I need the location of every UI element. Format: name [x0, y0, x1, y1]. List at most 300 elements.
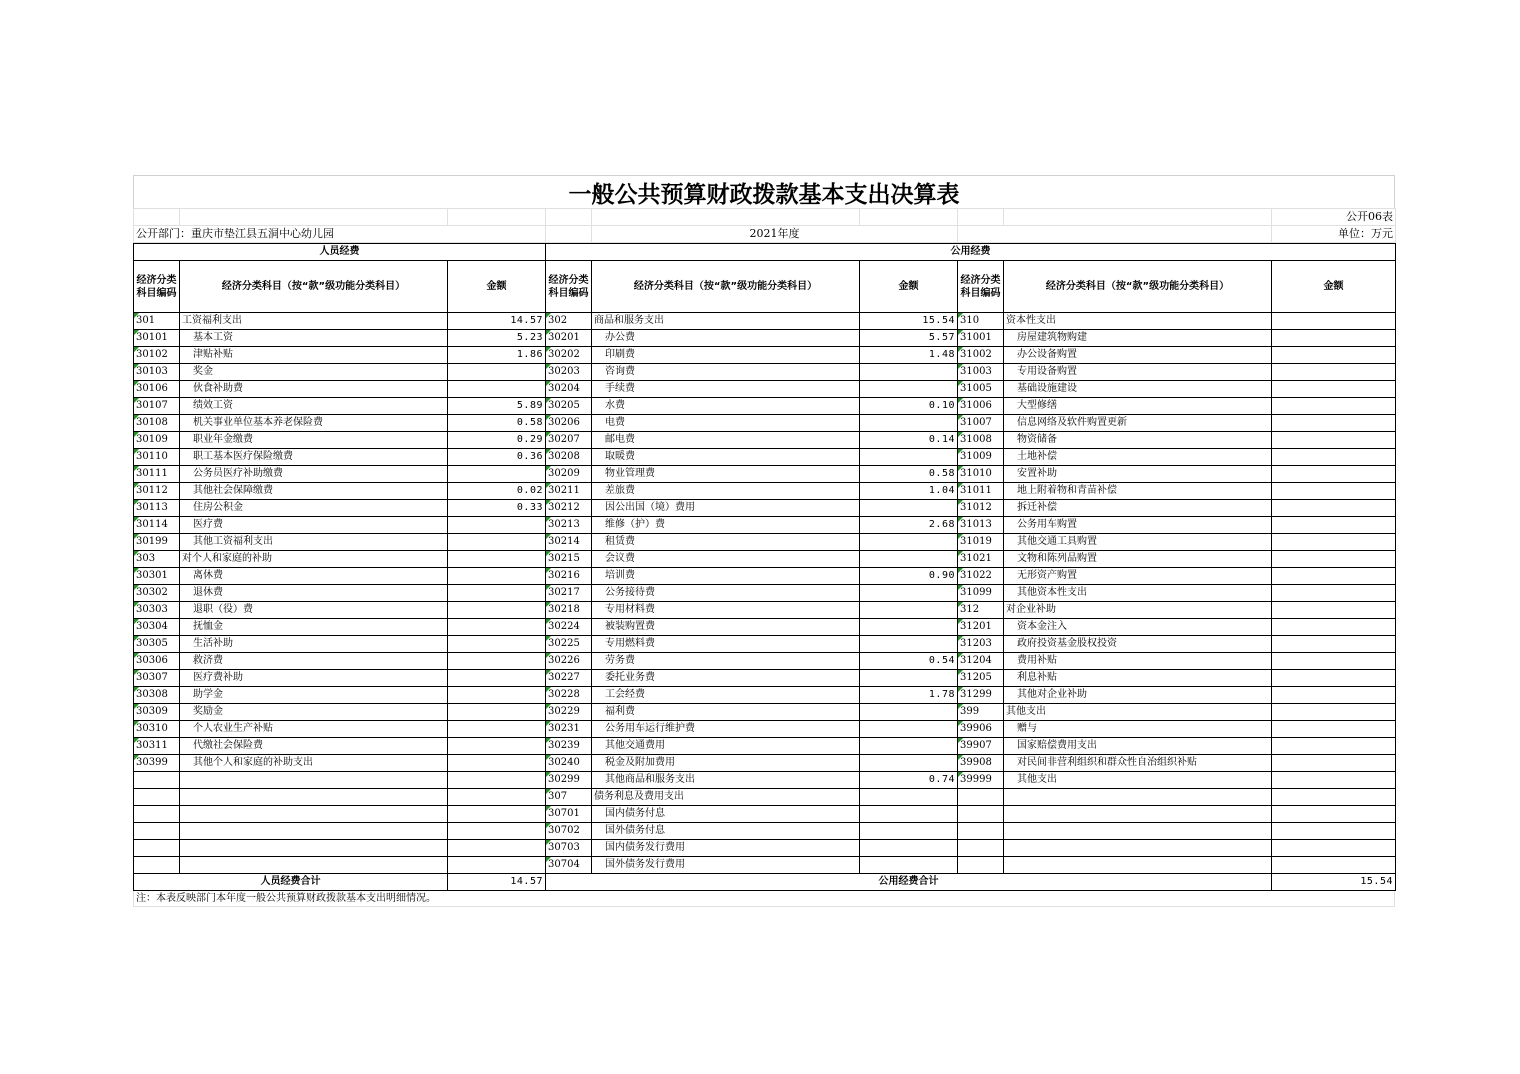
amount-cell — [1272, 432, 1396, 449]
item-cell: 维修（护）费 — [592, 517, 860, 534]
item-cell: 取暖费 — [592, 449, 860, 466]
amount-cell: 0.36 — [448, 449, 546, 466]
amount-cell — [1272, 313, 1396, 330]
amount-cell: 0.29 — [448, 432, 546, 449]
code-cell: 30306 — [134, 653, 180, 670]
table-row — [134, 483, 1396, 500]
item-cell: 医疗费补助 — [180, 670, 448, 687]
amount-cell — [860, 585, 958, 602]
item-cell: 生活补助 — [180, 636, 448, 653]
item-cell: 对企业补助 — [1004, 602, 1272, 619]
table-row — [134, 602, 1396, 619]
amount-cell — [1272, 534, 1396, 551]
amount-cell — [1272, 449, 1396, 466]
item-cell: 赠与 — [1004, 721, 1272, 738]
table-row — [134, 381, 1396, 398]
table-row — [134, 534, 1396, 551]
fiscal-year: 2021年度 — [592, 226, 958, 243]
code-cell: 31013 — [958, 517, 1004, 534]
amount-cell — [1272, 619, 1396, 636]
header-code: 经济分类科目编码 — [134, 261, 180, 313]
code-cell — [134, 823, 180, 840]
item-cell: 委托业务费 — [592, 670, 860, 687]
item-cell: 绩效工资 — [180, 398, 448, 415]
code-cell: 30209 — [546, 466, 592, 483]
code-cell: 31010 — [958, 466, 1004, 483]
header-amount: 金额 — [860, 261, 958, 313]
table-row — [134, 398, 1396, 415]
budget-sheet — [133, 175, 1395, 907]
item-cell — [1004, 823, 1272, 840]
header-code: 经济分类科目编码 — [546, 261, 592, 313]
amount-cell: 1.48 — [860, 347, 958, 364]
item-cell: 其他交通费用 — [592, 738, 860, 755]
item-cell: 咨询费 — [592, 364, 860, 381]
amount-cell — [1272, 483, 1396, 500]
item-cell: 公务用车购置 — [1004, 517, 1272, 534]
code-cell: 31006 — [958, 398, 1004, 415]
item-cell: 信息网络及软件购置更新 — [1004, 415, 1272, 432]
code-cell: 30202 — [546, 347, 592, 364]
code-cell: 30103 — [134, 364, 180, 381]
code-cell: 31204 — [958, 653, 1004, 670]
amount-cell — [860, 857, 958, 874]
table-row — [134, 364, 1396, 381]
amount-cell — [860, 415, 958, 432]
amount-cell — [448, 806, 546, 823]
amount-cell: 0.58 — [860, 466, 958, 483]
code-cell: 310 — [958, 313, 1004, 330]
item-cell: 水费 — [592, 398, 860, 415]
amount-cell: 5.23 — [448, 330, 546, 347]
amount-cell — [1272, 755, 1396, 772]
code-cell: 30702 — [546, 823, 592, 840]
item-cell: 物资储备 — [1004, 432, 1272, 449]
amount-cell — [860, 551, 958, 568]
page-title: 一般公共预算财政拨款基本支出决算表 — [133, 175, 1395, 208]
item-cell: 电费 — [592, 415, 860, 432]
code-cell: 31012 — [958, 500, 1004, 517]
code-cell: 30208 — [546, 449, 592, 466]
amount-cell — [448, 840, 546, 857]
header-item: 经济分类科目（按“款”级功能分类科目） — [180, 261, 448, 313]
amount-cell — [860, 449, 958, 466]
amount-cell: 2.68 — [860, 517, 958, 534]
item-cell: 商品和服务支出 — [592, 313, 860, 330]
code-cell — [134, 772, 180, 789]
amount-cell — [448, 466, 546, 483]
code-cell: 30215 — [546, 551, 592, 568]
code-cell: 30217 — [546, 585, 592, 602]
item-cell: 会议费 — [592, 551, 860, 568]
code-cell: 30240 — [546, 755, 592, 772]
table-row — [134, 466, 1396, 483]
item-cell: 对个人和家庭的补助 — [180, 551, 448, 568]
amount-cell — [860, 704, 958, 721]
amount-cell: 5.89 — [448, 398, 546, 415]
item-cell — [180, 806, 448, 823]
code-cell: 39906 — [958, 721, 1004, 738]
item-cell: 被装购置费 — [592, 619, 860, 636]
code-cell: 30701 — [546, 806, 592, 823]
amount-cell — [1272, 551, 1396, 568]
code-cell: 30228 — [546, 687, 592, 704]
amount-cell — [1272, 772, 1396, 789]
amount-cell — [1272, 347, 1396, 364]
item-cell: 工会经费 — [592, 687, 860, 704]
table-row — [134, 415, 1396, 432]
item-cell: 助学金 — [180, 687, 448, 704]
code-cell: 30301 — [134, 568, 180, 585]
item-cell: 印刷费 — [592, 347, 860, 364]
item-cell: 救济费 — [180, 653, 448, 670]
code-cell: 30207 — [546, 432, 592, 449]
code-cell: 399 — [958, 704, 1004, 721]
code-cell: 39907 — [958, 738, 1004, 755]
amount-cell — [448, 687, 546, 704]
code-cell: 30107 — [134, 398, 180, 415]
code-cell: 30231 — [546, 721, 592, 738]
table-row — [134, 772, 1396, 789]
code-cell: 30112 — [134, 483, 180, 500]
code-cell — [134, 857, 180, 874]
item-cell: 培训费 — [592, 568, 860, 585]
code-cell: 30226 — [546, 653, 592, 670]
amount-cell — [1272, 517, 1396, 534]
amount-cell — [448, 551, 546, 568]
amount-cell: 0.74 — [860, 772, 958, 789]
code-cell: 30309 — [134, 704, 180, 721]
amount-cell — [1272, 653, 1396, 670]
table-row — [134, 687, 1396, 704]
amount-cell: 0.02 — [448, 483, 546, 500]
item-cell: 机关事业单位基本养老保险费 — [180, 415, 448, 432]
item-cell: 安置补助 — [1004, 466, 1272, 483]
amount-cell — [1272, 704, 1396, 721]
code-cell: 30227 — [546, 670, 592, 687]
item-cell: 专用设备购置 — [1004, 364, 1272, 381]
item-cell: 公务接待费 — [592, 585, 860, 602]
table-row — [134, 721, 1396, 738]
code-cell: 31002 — [958, 347, 1004, 364]
item-cell: 抚恤金 — [180, 619, 448, 636]
department-label: 公开部门：重庆市垫江县五洞中心幼儿园 — [134, 226, 546, 243]
code-cell: 30299 — [546, 772, 592, 789]
code-cell: 30205 — [546, 398, 592, 415]
code-cell: 31021 — [958, 551, 1004, 568]
item-cell: 邮电费 — [592, 432, 860, 449]
amount-cell: 1.78 — [860, 687, 958, 704]
amount-cell — [448, 619, 546, 636]
amount-cell — [860, 381, 958, 398]
table-row — [134, 738, 1396, 755]
item-cell: 其他个人和家庭的补助支出 — [180, 755, 448, 772]
item-cell: 奖励金 — [180, 704, 448, 721]
code-cell: 30305 — [134, 636, 180, 653]
item-cell: 退职（役）费 — [180, 602, 448, 619]
public-total-value: 15.54 — [1272, 874, 1396, 891]
amount-cell — [448, 823, 546, 840]
amount-cell — [860, 823, 958, 840]
code-cell: 31011 — [958, 483, 1004, 500]
amount-cell — [1272, 415, 1396, 432]
item-cell: 职业年金缴费 — [180, 432, 448, 449]
code-cell: 30214 — [546, 534, 592, 551]
code-cell — [958, 806, 1004, 823]
item-cell — [1004, 857, 1272, 874]
amount-cell — [448, 704, 546, 721]
personnel-total-label: 人员经费合计 — [134, 874, 448, 891]
amount-cell — [1272, 670, 1396, 687]
amount-cell — [1272, 636, 1396, 653]
item-cell: 基础设施建设 — [1004, 381, 1272, 398]
code-cell: 31201 — [958, 619, 1004, 636]
code-cell — [958, 789, 1004, 806]
item-cell: 基本工资 — [180, 330, 448, 347]
item-cell: 奖金 — [180, 364, 448, 381]
item-cell: 国家赔偿费用支出 — [1004, 738, 1272, 755]
amount-cell: 1.86 — [448, 347, 546, 364]
amount-cell — [1272, 823, 1396, 840]
code-cell: 30204 — [546, 381, 592, 398]
code-cell: 30108 — [134, 415, 180, 432]
item-cell: 税金及附加费用 — [592, 755, 860, 772]
code-cell — [134, 806, 180, 823]
code-cell: 30304 — [134, 619, 180, 636]
amount-cell — [1272, 857, 1396, 874]
item-cell: 退休费 — [180, 585, 448, 602]
item-cell: 劳务费 — [592, 653, 860, 670]
amount-cell — [860, 670, 958, 687]
item-cell: 费用补贴 — [1004, 653, 1272, 670]
item-cell: 伙食补助费 — [180, 381, 448, 398]
amount-cell: 5.57 — [860, 330, 958, 347]
code-cell: 303 — [134, 551, 180, 568]
code-cell: 30704 — [546, 857, 592, 874]
code-cell: 30199 — [134, 534, 180, 551]
code-cell: 31019 — [958, 534, 1004, 551]
code-cell — [134, 840, 180, 857]
item-cell: 国外债务付息 — [592, 823, 860, 840]
amount-cell — [1272, 721, 1396, 738]
item-cell: 差旅费 — [592, 483, 860, 500]
code-cell: 30224 — [546, 619, 592, 636]
amount-cell — [860, 738, 958, 755]
item-cell: 因公出国（境）费用 — [592, 500, 860, 517]
amount-cell: 0.54 — [860, 653, 958, 670]
item-cell: 办公设备购置 — [1004, 347, 1272, 364]
code-cell: 302 — [546, 313, 592, 330]
table-row — [134, 636, 1396, 653]
amount-cell — [1272, 500, 1396, 517]
code-cell: 30110 — [134, 449, 180, 466]
amount-cell — [1272, 381, 1396, 398]
code-cell: 30311 — [134, 738, 180, 755]
code-cell: 30703 — [546, 840, 592, 857]
amount-cell — [448, 857, 546, 874]
amount-cell: 0.58 — [448, 415, 546, 432]
code-cell: 30211 — [546, 483, 592, 500]
item-cell: 代缴社会保险费 — [180, 738, 448, 755]
code-cell: 30203 — [546, 364, 592, 381]
header-item: 经济分类科目（按“款”级功能分类科目） — [592, 261, 860, 313]
code-cell: 31205 — [958, 670, 1004, 687]
table-row — [134, 585, 1396, 602]
amount-cell — [1272, 568, 1396, 585]
table-row — [134, 806, 1396, 823]
code-cell: 30212 — [546, 500, 592, 517]
code-cell: 30114 — [134, 517, 180, 534]
table-row — [134, 432, 1396, 449]
item-cell: 其他支出 — [1004, 772, 1272, 789]
code-cell: 30101 — [134, 330, 180, 347]
personnel-total-value: 14.57 — [448, 874, 546, 891]
item-cell: 职工基本医疗保险缴费 — [180, 449, 448, 466]
amount-cell: 15.54 — [860, 313, 958, 330]
item-cell: 其他支出 — [1004, 704, 1272, 721]
item-cell: 离休费 — [180, 568, 448, 585]
amount-cell — [860, 755, 958, 772]
item-cell: 其他工资福利支出 — [180, 534, 448, 551]
amount-cell — [448, 721, 546, 738]
amount-cell — [448, 789, 546, 806]
code-cell: 30113 — [134, 500, 180, 517]
code-cell: 31008 — [958, 432, 1004, 449]
amount-cell: 14.57 — [448, 313, 546, 330]
amount-cell — [448, 738, 546, 755]
section-public: 公用经费 — [546, 244, 1396, 261]
code-cell: 307 — [546, 789, 592, 806]
table-row — [134, 653, 1396, 670]
item-cell — [1004, 789, 1272, 806]
header-amount: 金额 — [1272, 261, 1396, 313]
header-code: 经济分类科目编码 — [958, 261, 1004, 313]
code-cell: 30307 — [134, 670, 180, 687]
item-cell: 公务员医疗补助缴费 — [180, 466, 448, 483]
item-cell: 工资福利支出 — [180, 313, 448, 330]
item-cell — [180, 823, 448, 840]
amount-cell — [448, 517, 546, 534]
amount-cell — [1272, 330, 1396, 347]
code-cell: 30399 — [134, 755, 180, 772]
footnote: 注：本表反映部门本年度一般公共预算财政拨款基本支出明细情况。 — [133, 891, 1395, 907]
table-row — [134, 755, 1396, 772]
item-cell: 个人农业生产补贴 — [180, 721, 448, 738]
amount-cell — [448, 585, 546, 602]
table-row — [134, 449, 1396, 466]
amount-cell — [448, 568, 546, 585]
code-cell: 30225 — [546, 636, 592, 653]
amount-cell — [1272, 687, 1396, 704]
amount-cell: 0.14 — [860, 432, 958, 449]
amount-cell: 0.33 — [448, 500, 546, 517]
header-amount: 金额 — [448, 261, 546, 313]
amount-cell — [860, 789, 958, 806]
item-cell: 拆迁补偿 — [1004, 500, 1272, 517]
code-cell: 31001 — [958, 330, 1004, 347]
code-cell: 30109 — [134, 432, 180, 449]
code-cell: 30102 — [134, 347, 180, 364]
public-total-label: 公用经费合计 — [546, 874, 1272, 891]
item-cell: 手续费 — [592, 381, 860, 398]
code-cell: 39908 — [958, 755, 1004, 772]
item-cell: 国内债务发行费用 — [592, 840, 860, 857]
amount-cell — [860, 636, 958, 653]
code-cell: 301 — [134, 313, 180, 330]
amount-cell: 1.04 — [860, 483, 958, 500]
amount-cell — [1272, 364, 1396, 381]
meta-table — [133, 208, 1396, 243]
amount-cell — [1272, 738, 1396, 755]
amount-cell: 0.10 — [860, 398, 958, 415]
amount-cell — [448, 670, 546, 687]
table-row — [134, 313, 1396, 330]
item-cell: 文物和陈列品购置 — [1004, 551, 1272, 568]
amount-cell — [860, 602, 958, 619]
code-cell: 30310 — [134, 721, 180, 738]
amount-cell — [448, 534, 546, 551]
item-cell: 住房公积金 — [180, 500, 448, 517]
table-row — [134, 704, 1396, 721]
item-cell: 物业管理费 — [592, 466, 860, 483]
item-cell: 租赁费 — [592, 534, 860, 551]
item-cell: 债务利息及费用支出 — [592, 789, 860, 806]
table-row — [134, 551, 1396, 568]
amount-cell — [448, 772, 546, 789]
item-cell: 其他交通工具购置 — [1004, 534, 1272, 551]
item-cell: 地上附着物和青苗补偿 — [1004, 483, 1272, 500]
amount-cell — [448, 636, 546, 653]
item-cell: 专用材料费 — [592, 602, 860, 619]
table-number: 公开06表 — [1272, 209, 1396, 226]
code-cell: 31022 — [958, 568, 1004, 585]
code-cell: 31007 — [958, 415, 1004, 432]
amount-cell — [1272, 585, 1396, 602]
item-cell: 对民间非营利组织和群众性自治组织补贴 — [1004, 755, 1272, 772]
item-cell: 利息补贴 — [1004, 670, 1272, 687]
amount-cell — [448, 653, 546, 670]
item-cell: 资本性支出 — [1004, 313, 1272, 330]
item-cell: 国外债务发行费用 — [592, 857, 860, 874]
table-row — [134, 330, 1396, 347]
table-row — [134, 517, 1396, 534]
code-cell: 30229 — [546, 704, 592, 721]
item-cell: 专用燃料费 — [592, 636, 860, 653]
code-cell — [958, 840, 1004, 857]
item-cell: 土地补偿 — [1004, 449, 1272, 466]
code-cell: 31003 — [958, 364, 1004, 381]
item-cell: 办公费 — [592, 330, 860, 347]
item-cell: 无形资产购置 — [1004, 568, 1272, 585]
table-row — [134, 670, 1396, 687]
table-row — [134, 840, 1396, 857]
amount-cell — [860, 840, 958, 857]
code-cell: 31203 — [958, 636, 1004, 653]
code-cell: 30213 — [546, 517, 592, 534]
amount-cell — [448, 364, 546, 381]
amount-cell: 0.90 — [860, 568, 958, 585]
table-row — [134, 619, 1396, 636]
amount-cell — [860, 500, 958, 517]
table-row — [134, 789, 1396, 806]
code-cell: 39999 — [958, 772, 1004, 789]
code-cell: 31009 — [958, 449, 1004, 466]
amount-cell — [860, 806, 958, 823]
table-row — [134, 823, 1396, 840]
item-cell: 津贴补贴 — [180, 347, 448, 364]
code-cell: 30201 — [546, 330, 592, 347]
amount-cell — [448, 602, 546, 619]
